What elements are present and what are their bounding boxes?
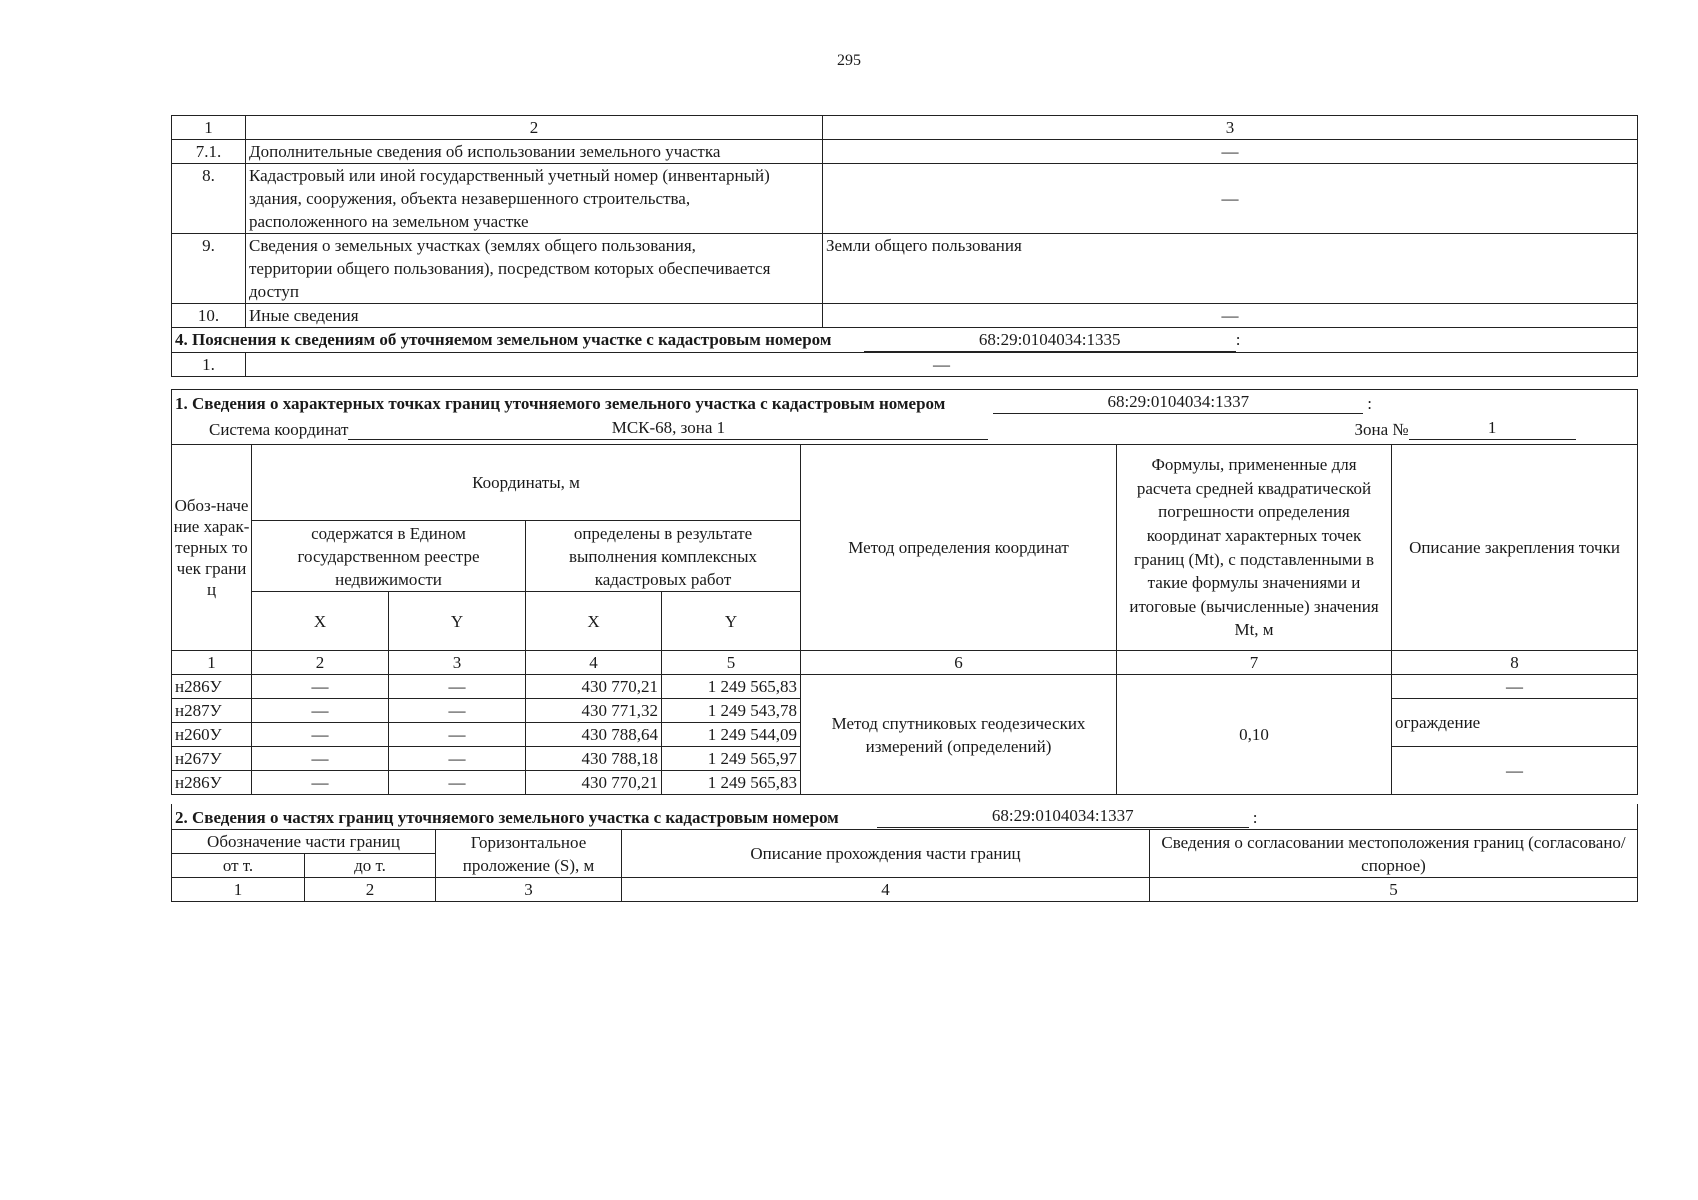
header-description: Описание прохождения части границ — [622, 830, 1150, 878]
point-x-egrn: — — [252, 771, 389, 795]
points-section — [171, 389, 1638, 795]
zone-label: Зона № — [1354, 420, 1409, 439]
point-y-complex: 1 249 565,83 — [662, 675, 801, 699]
point-x-complex: 430 771,32 — [526, 699, 662, 723]
parts-section — [171, 804, 1638, 902]
point-y-complex: 1 249 543,78 — [662, 699, 801, 723]
header-part-designation: Обозначение части границ — [172, 830, 436, 854]
point-y-egrn: — — [389, 723, 526, 747]
fixing-value: ограждение — [1392, 699, 1638, 747]
info-table-block — [171, 115, 1638, 377]
parts-cadastral-number: 68:29:0104034:1337 — [877, 805, 1249, 828]
parts-table — [171, 829, 1638, 902]
column-number-row — [172, 651, 1638, 675]
point-designation: н267У — [172, 747, 252, 771]
col-number: 3 — [436, 878, 622, 902]
header-y2: Y — [662, 592, 801, 651]
point-row — [172, 675, 1638, 699]
points-table — [171, 444, 1638, 795]
point-x-egrn: — — [252, 723, 389, 747]
header-designation: Обоз-начение харак-терных точек границ — [172, 445, 252, 651]
point-y-egrn: — — [389, 699, 526, 723]
point-y-complex: 1 249 544,09 — [662, 723, 801, 747]
col-number: 5 — [662, 651, 801, 675]
header-agreement: Сведения о согласовании местоположения границ (согласовано/спорное) — [1150, 830, 1638, 878]
section4-cadastral-number: 68:29:0104034:1335 — [864, 329, 1236, 352]
info-row-label: Кадастровый или иной государственный учетный номер (инвентарный) здания, сооружения, объекта незавершенного строительства, расположенного на земельном участке — [246, 164, 823, 234]
point-x-complex: 430 770,21 — [526, 675, 662, 699]
info-row — [172, 140, 1638, 164]
info-header-col1: 1 — [172, 116, 246, 140]
point-x-egrn: — — [252, 675, 389, 699]
point-designation: н286У — [172, 675, 252, 699]
header-to: до т. — [305, 854, 436, 878]
section4-row-value: — — [246, 353, 1638, 377]
header-complex: определены в результате выполнения комплексных кадастровых работ — [526, 521, 801, 592]
col-number: 5 — [1150, 878, 1638, 902]
section4-title: 4. Пояснения к сведениям об уточняемом земельном участке с кадастровым номером — [175, 330, 832, 349]
section4-row — [172, 353, 1638, 377]
point-y-egrn: — — [389, 675, 526, 699]
section4-colon: : — [1235, 330, 1241, 349]
coord-system-value: МСК-68, зона 1 — [348, 417, 988, 440]
info-row-label: Сведения о земельных участках (землях общего пользования, территории общего пользования), посредством которых обеспечивается доступ — [246, 234, 823, 304]
header-y1: Y — [389, 592, 526, 651]
info-header-col3: 3 — [823, 116, 1638, 140]
col-number: 7 — [1117, 651, 1392, 675]
page-number: 295 — [837, 52, 861, 69]
points-section-header — [171, 389, 1638, 444]
point-x-egrn: — — [252, 747, 389, 771]
point-x-complex: 430 770,21 — [526, 771, 662, 795]
point-designation: н260У — [172, 723, 252, 747]
point-y-egrn: — — [389, 771, 526, 795]
header-from: от т. — [172, 854, 305, 878]
parts-colon: : — [1252, 808, 1258, 827]
info-table — [171, 115, 1638, 377]
col-number: 4 — [526, 651, 662, 675]
header-formulas: Формулы, примененные для расчета средней квадратической погрешности определения координат характерных точек границ (Mt), с подставленными в такие формулы значениями и итоговые (вычисленные) значения Mt, м — [1117, 445, 1392, 651]
info-row — [172, 304, 1638, 328]
zone-value: 1 — [1409, 417, 1576, 440]
point-y-egrn: — — [389, 747, 526, 771]
header-egrn: содержатся в Едином государственном реестре недвижимости — [252, 521, 526, 592]
info-row-num: 9. — [172, 234, 246, 304]
point-y-complex: 1 249 565,97 — [662, 747, 801, 771]
header-fixing: Описание закрепления точки — [1392, 445, 1638, 651]
point-designation: н287У — [172, 699, 252, 723]
section4-row-num: 1. — [172, 353, 246, 377]
header-method: Метод определения координат — [801, 445, 1117, 651]
info-row-label: Иные сведения — [246, 304, 823, 328]
method-value: Метод спутниковых геодезических измерений (определений) — [801, 675, 1117, 795]
info-row-label: Дополнительные сведения об использовании земельного участка — [246, 140, 823, 164]
info-row-num: 8. — [172, 164, 246, 234]
col-number: 4 — [622, 878, 1150, 902]
col-number: 1 — [172, 651, 252, 675]
point-designation: н286У — [172, 771, 252, 795]
info-header-row — [172, 116, 1638, 140]
info-row-num: 10. — [172, 304, 246, 328]
info-row-value: — — [823, 164, 1638, 234]
coord-system-label: Система координат — [209, 420, 349, 439]
header-x1: X — [252, 592, 389, 651]
header-horizontal: Горизонтальное проложение (S), м — [436, 830, 622, 878]
parts-section-header — [171, 804, 1638, 829]
fixing-value: — — [1392, 747, 1638, 795]
points-colon: : — [1367, 394, 1373, 413]
point-y-complex: 1 249 565,83 — [662, 771, 801, 795]
point-x-complex: 430 788,18 — [526, 747, 662, 771]
points-section-title: 1. Сведения о характерных точках границ уточняемого земельного участка с кадастровым номером — [175, 394, 946, 413]
col-number: 3 — [389, 651, 526, 675]
col-number: 8 — [1392, 651, 1638, 675]
info-row-value: Земли общего пользования — [823, 234, 1638, 304]
header-x2: X — [526, 592, 662, 651]
info-row-value: — — [823, 304, 1638, 328]
parts-section-title: 2. Сведения о частях границ уточняемого земельного участка с кадастровым номером — [175, 808, 839, 827]
point-x-complex: 430 788,64 — [526, 723, 662, 747]
info-row — [172, 164, 1638, 234]
col-number: 6 — [801, 651, 1117, 675]
col-number: 1 — [172, 878, 305, 902]
section4-title-row — [172, 328, 1638, 353]
col-number: 2 — [252, 651, 389, 675]
header-coordinates: Координаты, м — [252, 445, 801, 521]
points-cadastral-number: 68:29:0104034:1337 — [993, 391, 1363, 414]
col-number: 2 — [305, 878, 436, 902]
info-row — [172, 234, 1638, 304]
parts-column-number-row — [172, 878, 1638, 902]
info-row-num: 7.1. — [172, 140, 246, 164]
fixing-value: — — [1392, 675, 1638, 699]
point-x-egrn: — — [252, 699, 389, 723]
mt-value: 0,10 — [1117, 675, 1392, 795]
info-row-value: — — [823, 140, 1638, 164]
info-header-col2: 2 — [246, 116, 823, 140]
